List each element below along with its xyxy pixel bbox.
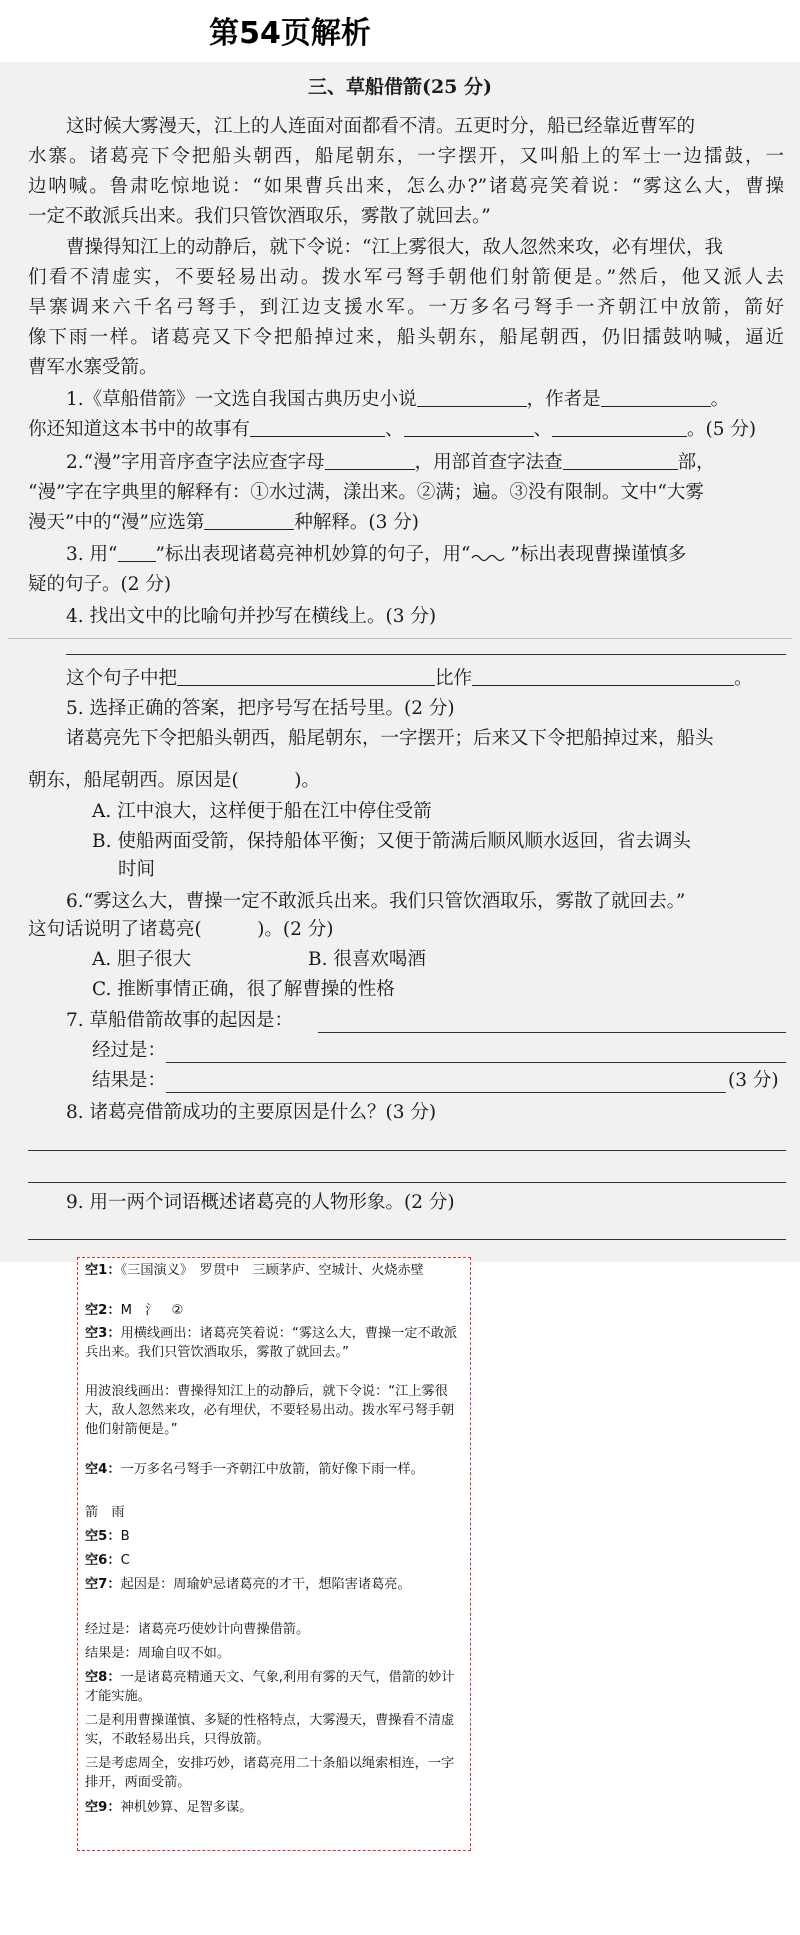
page-title: 第54页解析 xyxy=(209,16,371,51)
passage-line: 一定不敢派兵出来。我们只管饮酒取乐，雾散了就回去。” xyxy=(28,206,491,227)
answer-line xyxy=(28,1182,786,1183)
answer-line xyxy=(66,654,786,655)
question-9: 9. 用一两个词语概述诸葛亮的人物形象。(2 分) xyxy=(66,1192,455,1213)
answer-1: 空1：《三国演义》 罗贯中 三顾茅庐、空城计、火烧赤壁 xyxy=(85,1263,424,1278)
blank xyxy=(552,418,687,437)
blank xyxy=(250,418,385,437)
answer-4: 空4：一万多名弓弩手一齐朝江中放箭，箭好像下雨一样。 xyxy=(85,1462,424,1477)
answer-8c: 三是考虑周全，安排巧妙，诸葛亮用二十条船以绳索相连，一字排开，两面受箭。 xyxy=(85,1756,455,1790)
wavy-line-mark xyxy=(470,544,510,564)
passage-line: 曹军水寨受箭。 xyxy=(28,357,158,378)
question-7-process: 经过是： xyxy=(92,1040,167,1061)
question-5-line2: 诸葛亮先下令把船头朝西，船尾朝东，一字摆开；后来又下令把船掉过来，船头 xyxy=(66,728,714,749)
question-6-line2: 这句话说明了诸葛亮( )。(2 分) xyxy=(28,919,334,940)
answer-3-wavy: 用波浪线画出：曹操得知江上的动静后，就下令说：“江上雾很大，敌人忽然来攻，必有埋伏，不要轻易出动。拨水军弓弩手朝他们射箭便是。” xyxy=(85,1384,455,1437)
question-2: 2.“漫”字用音序查字法应查字母 ，用部首查字法查 部， xyxy=(66,452,715,473)
passage-line: 这时候大雾漫天，江上的人连面对面都看不清。五更时分，船已经靠近曹军的 xyxy=(66,116,696,137)
blank xyxy=(472,667,734,686)
question-7-result: 结果是： xyxy=(92,1070,167,1091)
question-7-score: (3 分) xyxy=(728,1070,779,1091)
blank xyxy=(325,451,415,470)
question-8: 8. 诸葛亮借箭成功的主要原因是什么？(3 分) xyxy=(66,1102,437,1123)
question-3: 3. 用“ ”标出表现诸葛亮神机妙算的句子，用“ ”标出表现曹操谨慎多 xyxy=(66,544,687,565)
question-1-line2: 你还知道这本书中的故事有 、 、 。(5 分) xyxy=(28,419,757,440)
passage-line: 们看不清虚实，不要轻易出动。拨水军弓弩手朝他们射箭便是。”然后，他又派人去 xyxy=(28,267,784,288)
answer-7: 空7：起因是：周瑜妒忌诸葛亮的才干，想陷害诸葛亮。 xyxy=(85,1577,411,1592)
answer-7b: 经过是：诸葛亮巧使妙计向曹操借箭。 xyxy=(85,1622,310,1637)
answer-9: 空9：神机妙算、足智多谋。 xyxy=(85,1800,253,1815)
question-5-line3: 朝东，船尾朝西。原因是( )。 xyxy=(28,770,320,791)
passage-line: 水寨。诸葛亮下令把船头朝西，船尾朝东，一字摆开，又叫船上的军士一边擂鼓，一 xyxy=(28,146,784,167)
question-1: 1.《草船借箭》一文选自我国古典历史小说 ，作者是 。 xyxy=(66,389,730,410)
answer-3: 空3：用横线画出：诸葛亮笑着说：“雾这么大，曹操一定不敢派兵出来。我们只管饮酒取乐，雾散了就回去。” xyxy=(85,1326,458,1360)
passage-line: 曹操得知江上的动静后，就下令说：“江上雾很大，敌人忽然来攻，必有埋伏，我 xyxy=(66,237,723,258)
question-7: 7. 草船借箭故事的起因是： xyxy=(66,1010,294,1031)
question-6: 6.“雾这么大，曹操一定不敢派兵出来。我们只管饮酒取乐，雾散了就回去。” xyxy=(66,891,686,912)
answer-2: 空2：M 氵 ② xyxy=(85,1303,184,1318)
question-3-line2: 疑的句子。(2 分) xyxy=(28,574,172,595)
answer-5: 空5：B xyxy=(85,1529,130,1544)
blank xyxy=(204,511,294,530)
answer-4b: 箭 雨 xyxy=(85,1505,125,1520)
straight-line-mark xyxy=(118,543,156,562)
answer-8b: 二是利用曹操谨慎、多疑的性格特点，大雾漫天，曹操看不清虚实，不敢轻易出兵，只得放箭。 xyxy=(85,1713,455,1747)
blank xyxy=(563,451,678,470)
option-a: A. 江中浪大，这样便于船在江中停住受箭 xyxy=(92,801,432,822)
answer-line xyxy=(318,1032,786,1033)
option-b: B. 使船两面受箭，保持船体平衡；又便于箭满后顺风顺水返回，省去调头 xyxy=(92,831,691,852)
answer-line xyxy=(28,1239,786,1240)
blank xyxy=(404,418,534,437)
question-5: 5. 选择正确的答案，把序号写在括号里。(2 分) xyxy=(66,698,455,719)
answer-line xyxy=(166,1062,786,1063)
answer-8: 空8：一是诸葛亮精通天文、气象,利用有雾的天气，借箭的妙计才能实施。 xyxy=(85,1670,455,1704)
question-4: 4. 找出文中的比喻句并抄写在横线上。(3 分) xyxy=(66,606,437,627)
blank xyxy=(177,667,435,686)
option-c: C. 推断事情正确，很了解曹操的性格 xyxy=(92,979,395,1000)
answer-line xyxy=(166,1092,726,1093)
passage-line: 边呐喊。鲁肃吃惊地说：“如果曹兵出来，怎么办?”诸葛亮笑着说：“雾这么大，曹操 xyxy=(28,176,784,197)
option-a: A. 胆子很大 xyxy=(92,949,192,970)
passage-line: 像下雨一样。诸葛亮又下令把船掉过来，船头朝东，船尾朝西，仍旧擂鼓呐喊，逼近 xyxy=(28,327,784,348)
answer-6: 空6：C xyxy=(85,1553,130,1568)
section-title: 三、草船借箭(25 分) xyxy=(307,76,493,98)
question-2-line2: “漫”字在字典里的解释有：①水过满，漾出来。②满；遍。③没有限制。文中“大雾 xyxy=(28,482,704,503)
answer-7c: 结果是：周瑜自叹不如。 xyxy=(85,1646,231,1661)
question-2-line3: 漫天”中的“漫”应选第 种解释。(3 分) xyxy=(28,512,419,533)
option-b-cont: 时间 xyxy=(118,859,156,880)
question-4-line2: 这个句子中把 比作 。 xyxy=(66,668,753,689)
blank xyxy=(601,388,711,407)
option-b: B. 很喜欢喝酒 xyxy=(308,949,426,970)
passage-line: 旱寨调来六千名弓弩手，到江边支援水军。一万多名弓弩手一齐朝江中放箭，箭好 xyxy=(28,297,784,318)
blank xyxy=(417,388,527,407)
answer-key-box xyxy=(77,1257,471,1851)
page-divider xyxy=(8,638,792,639)
answer-line xyxy=(28,1150,786,1151)
